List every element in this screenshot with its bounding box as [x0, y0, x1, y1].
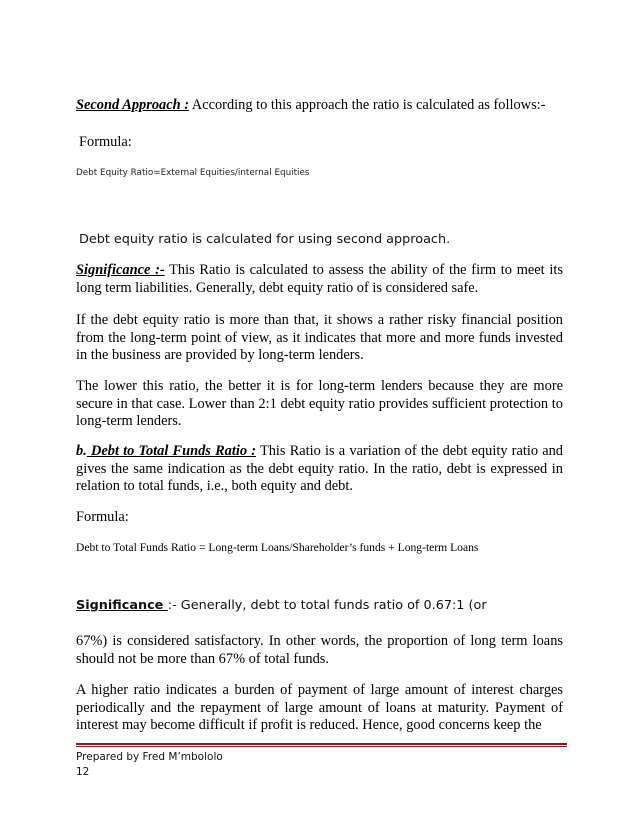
second-approach-paragraph — [76, 97, 563, 115]
section-b-text: This Ratio is a variation of the debt equity ratio and gives the same indication as the debt equity ratio. In the ratio, debt is expressed in relation to total funds, i.e., both equity and debt. — [76, 443, 564, 495]
footer-divider — [76, 743, 567, 747]
second-approach-label: Second Approach : — [76, 97, 189, 113]
significance-2-label: Significance — [76, 598, 168, 613]
significance-1-paragraph — [76, 262, 563, 297]
significance-2-text: :- Generally, debt to total funds ratio of 0.67:1 (or — [167, 598, 487, 613]
significance-1-label: Significance :- — [76, 262, 165, 278]
para-higher: A higher ratio indicates a burden of payment of large amount of interest charges periodically and the repayment of large amount of loans at maturity. Payment of interest may become difficult if profit is reduced. Hence, good concerns keep the — [76, 682, 563, 734]
para-risky: If the debt equity ratio is more than that, it shows a rather risky financial position from the long-term point of view, as it indicates that more and more funds invested in the business are provided by long-term lenders. — [76, 312, 563, 364]
formula-label-1: Formula: — [79, 134, 132, 150]
footer-author: Prepared by Fred M’mbololo — [76, 751, 223, 763]
para-67: 67%) is considered satisfactory. In other words, the proportion of long term loans should not be more than 67% of total funds. — [76, 633, 563, 667]
note-second-approach: Debt equity ratio is calculated for using second approach. — [79, 232, 451, 247]
para-lower: The lower this ratio, the better it is for long-term lenders because they are more secure in that case. Lower than 2:1 debt equity ratio provides sufficient protection to long-term lenders. — [76, 378, 563, 430]
formula-2: Debt to Total Funds Ratio = Long-term Loans/Shareholder’s funds + Long-term Loans — [76, 541, 479, 554]
footer-page-number: 12 — [76, 766, 90, 778]
section-b-prefix: b. — [76, 443, 87, 459]
significance-2-paragraph — [76, 598, 563, 613]
significance-1-text: This Ratio is calculated to assess the ability of the firm to meet its long term liabilities. Generally, debt equity ratio of is considered safe. — [76, 262, 563, 296]
section-b-label: Debt to Total Funds Ratio : — [86, 443, 257, 459]
formula-1: Debt Equity Ratio=External Equities/internal Equities — [76, 168, 310, 178]
formula-label-2: Formula: — [76, 509, 129, 525]
second-approach-text: According to this approach the ratio is calculated as follows:- — [189, 97, 546, 113]
section-b-paragraph — [76, 443, 563, 496]
